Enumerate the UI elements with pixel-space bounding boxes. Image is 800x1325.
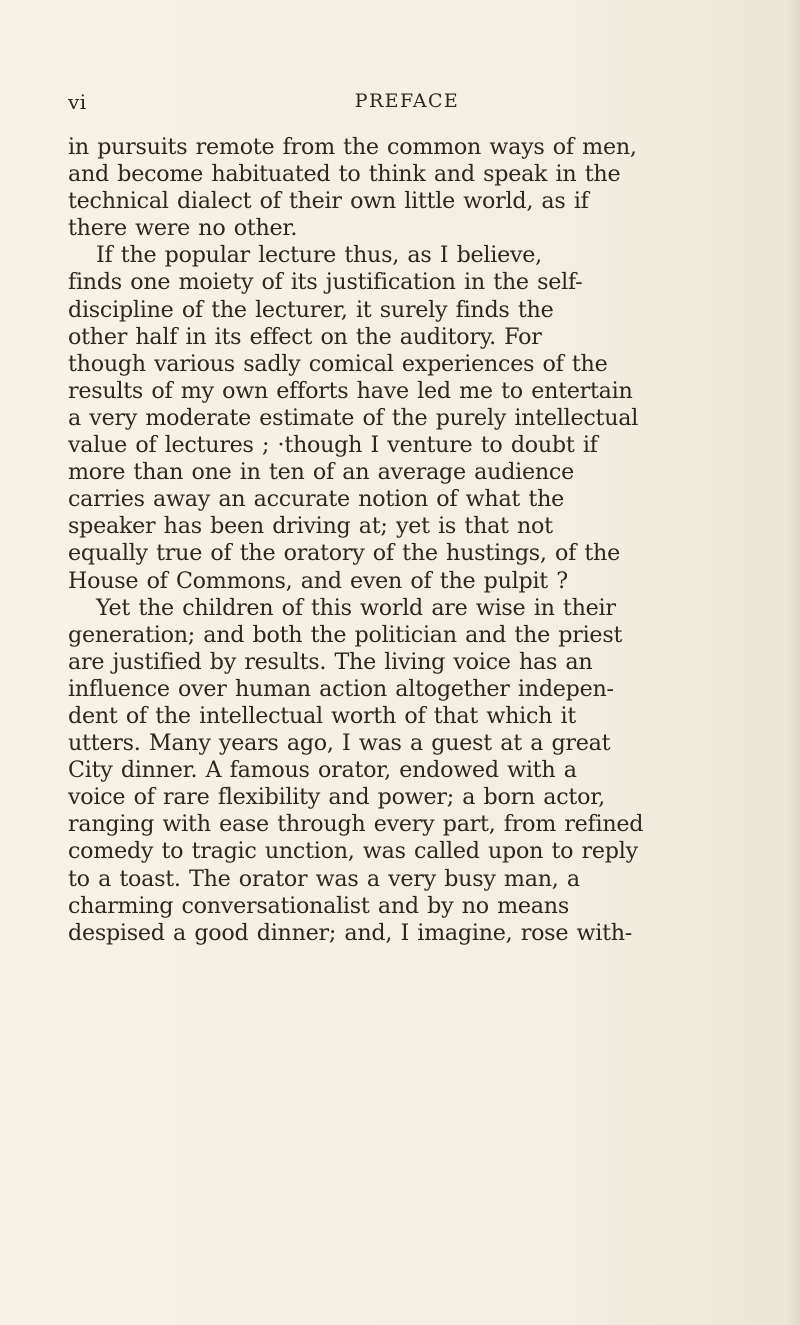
text-line: dent of the intellectual worth of that which it <box>68 702 577 729</box>
text-line: there were no other. <box>68 215 298 242</box>
text-line: voice of rare flexibility and power; a born actor, <box>68 784 605 811</box>
text-line: comedy to tragic unction, was called upon to reply <box>68 838 638 865</box>
text-line: generation; and both the politician and the priest <box>68 621 623 648</box>
text-line: equally true of the oratory of the hustings, of the <box>68 540 620 567</box>
text-line: speaker has been driving at; yet is that not <box>68 513 553 540</box>
text-line: more than one in ten of an average audience <box>68 459 574 486</box>
text-line: carries away an accurate notion of what the <box>68 486 564 513</box>
text-line: House of Commons, and even of the pulpit ? <box>68 567 568 594</box>
text-line: other half in its effect on the auditory. For <box>68 323 542 350</box>
text-line: though various sadly comical experiences of the <box>68 350 608 377</box>
page-number: vi <box>68 90 87 114</box>
text-line: finds one moiety of its justification in the self- <box>68 269 583 296</box>
text-line: despised a good dinner; and, I imagine, rose with- <box>68 919 633 946</box>
page-header <box>68 90 738 130</box>
text-line: a very moderate estimate of the purely intellectual <box>68 404 639 431</box>
text-line: results of my own efforts have led me to entertain <box>68 377 633 404</box>
text-line: utters. Many years ago, I was a guest at a great <box>68 730 611 757</box>
text-line: value of lectures ; ·though I venture to doubt if <box>68 432 598 459</box>
text-line: City dinner. A famous orator, endowed with a <box>68 757 577 784</box>
text-line: in pursuits remote from the common ways of men, <box>68 134 637 160</box>
text-line: are justified by results. The living voice has an <box>68 648 593 675</box>
text-line: and become habituated to think and speak in the <box>68 161 621 188</box>
text-line: discipline of the lecturer, it surely finds the <box>68 296 554 323</box>
body-text <box>68 134 738 947</box>
paragraph-start-line: Yet the children of this world are wise in their <box>96 594 616 621</box>
text-line: technical dialect of their own little world, as if <box>68 188 589 215</box>
page-edge-shadow <box>786 0 800 1325</box>
running-head: PREFACE <box>354 90 460 112</box>
text-line: ranging with ease through every part, from refined <box>68 811 644 838</box>
text-line: to a toast. The orator was a very busy man, a <box>68 865 580 892</box>
text-line: charming conversationalist and by no means <box>68 892 569 919</box>
text-line: influence over human action altogether indepen- <box>68 675 614 702</box>
paragraph-start-line: If the popular lecture thus, as I believe, <box>96 242 542 269</box>
